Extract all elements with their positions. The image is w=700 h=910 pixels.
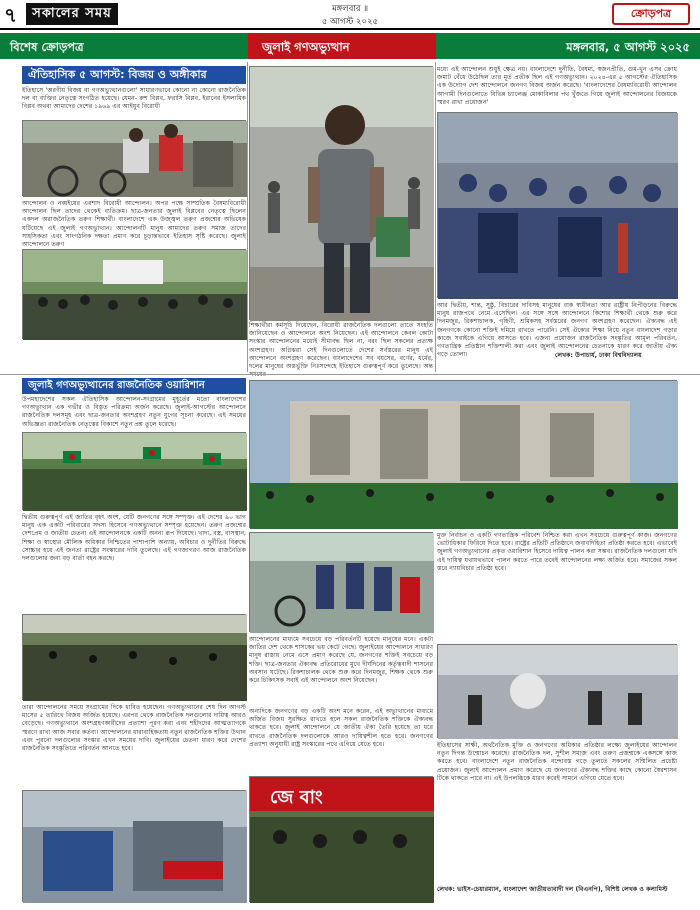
photo-crowd-banner bbox=[22, 249, 246, 339]
photo-police-rickshaw bbox=[249, 532, 433, 632]
band-center bbox=[248, 33, 436, 59]
photo-street-clash bbox=[437, 644, 677, 738]
page-number: ৭ bbox=[4, 3, 18, 27]
photo-police-crowd bbox=[437, 112, 677, 298]
article2-byline: লেখক: ভাইস-চেয়ারম্যান, বাংলাদেশ জাতীয়তাবাদী দল (বিএনপি), বিশিষ্ট লেখক ও কলামিস্ট bbox=[437, 886, 668, 893]
article1-byline: লেখক: উপাচার্য, ঢাকা বিশ্ববিদ্যালয় bbox=[555, 352, 642, 359]
section-divider bbox=[0, 374, 700, 375]
masthead-date: ৫ আগস্ট ২০২৫ bbox=[321, 17, 379, 27]
column-rule-1 bbox=[247, 62, 248, 372]
newspaper-logo: সকালের সময় bbox=[26, 3, 118, 25]
article2-col1-mid: দ্বিতীয় গুরুত্বপূর্ণ এই জাতির বৃহৎ অংশ, যেটি জনগণের সঙ্গে সম্পৃক্ত। এই দেশের ৯০ ভাগ মানুষ এক একটি পরিবারের সদস্য হিসেবে গণঅভ্যুত্থানে সম্পৃক্ত হয়েছেন। তরুণ প্রজন্মের দেশপ্রেম ও জাতীয় চেতনা এই আন্দোলনকে একটি অনন্য রূপ দিয়েছে। খাদ্য, বস্ত্র, বাসস্থান, শিক্ষা ও স্বাস্থ্যের মৌলিক অধিকার নিশ্চিতের পাশাপাশি অন্যায়, অবিচার ও দুর্নীতির বিরুদ্ধে সোচ্চার হয়ে এই জনতা রাষ্ট্রের সংস্কারের দাবি তুলেছে। এই গণজাগরণ আজ রাজনৈতিক দলগুলোর জন্য বড় বার্তা বহন করছে। bbox=[22, 514, 246, 563]
band-left-label: বিশেষ ক্রোড়পত্র bbox=[10, 40, 84, 54]
article2-col3-mid: মুক্ত নির্বাচন ও একটি গণতান্ত্রিক পরিবেশ নিশ্চিত করা এখন সবচেয়ে গুরুত্বপূর্ণ কাজ। জনগণের ভোটাধিকার ফিরিয়ে দিতে হবে। রাষ্ট্রের প্রতিটি প্রতিষ্ঠানে জবাবদিহিতা প্রতিষ্ঠা করতে হবে। এভাবেই জুলাই গণঅভ্যুত্থানের প্রকৃত ওয়ারিশান হিসেবে দায়িত্ব পালন করা সম্ভব। রাজনৈতিক দলগুলো যদি এই দায়িত্ব যথাযথভাবে পালন করতে পারে তবেই আন্দোলনের লক্ষ্য অর্জিত হবে। সমাজের সকল স্তরে ন্যায়বিচার প্রতিষ্ঠা হবে। bbox=[437, 532, 677, 572]
photo-parliament-crowd bbox=[249, 380, 677, 528]
photo-mass-crowd bbox=[22, 614, 246, 700]
article1-mid: শিক্ষার্থীরা কর্মসূচি দিয়েছেন, বিরোধী রাজনৈতিক দলগুলো তাতে সংহতি জানিয়েছেন ও আন্দোলনে অংশ নিয়েছেন। এই আন্দোলনে কেবল কোটা সংস্কার আন্দোলনের মধ্যেই সীমাবদ্ধ ছিল না, বরং ছিল সকলের প্রত্যক্ষ অংশগ্রহণ। অগ্নিঝরা সেই দিনগুলোতে দেশের সর্বস্তরের মানুষ এই আন্দোলনে অংশগ্রহণ করেছেন। বাংলাদেশের সব বয়সের, বর্ণের, ধর্মের, দলের মানুষের অস্তর্ভুক্তি নিঃসন্দেহে ইতিহাসে গুরুত্বপূর্ণ করে তুলেছে। অন্ত bbox=[249, 322, 433, 371]
article1-intro: ইতিহাসে 'অরণীয় বিজয় বা গণঅভ্যুত্থানগুলো' সাধারণভাবে কোনো না কোনো রাজনৈতিক দল বা ব্যক্তির নেতৃত্বে সংগঠিত হয়েছে। যেমন- রুশ বিপ্লব, ফরাসি বিপ্লব, ইরানের ইসলামিক বিপ্লব অথবা আমাদের দেশের ১৯৬৯ এর আইয়ুব বিরোধী bbox=[22, 87, 246, 111]
band-left bbox=[0, 33, 248, 59]
supplement-badge: ক্রোড়পত্র bbox=[612, 3, 690, 25]
article2-col3-low: ইতিহাসের সাক্ষী, অর্থনৈতিক মুক্তি ও জনগণের অধিকার প্রতিষ্ঠার লক্ষ্যে জুলাইয়ের আন্দোলন নতুন দিগন্ত উন্মোচন করেছে। রাজনৈতিক দল, সুশীল সমাজ এবং তরুণ প্রজন্মকে একসঙ্গে কাজ করতে হবে। বাংলাদেশে নতুন রাজনৈতিক বন্দোবস্ত গড়ে তুলতে সকলের সম্মিলিত প্রচেষ্টা প্রয়োজন। জুলাই আন্দোলন প্রমাণ করেছে যে জনগণের ঐক্যবদ্ধ শক্তির কাছে কোনো স্বৈরশাসন টিকে থাকতে পারে না। এই উপলব্ধিকে ধারণ করেই সামনে এগিয়ে যেতে হবে। bbox=[437, 742, 677, 782]
column-rule-2 bbox=[435, 62, 436, 372]
article2-intro: উপমহাদেশের সকল ঐতিহাসিক আন্দোলন-সংগ্রামের মুহূর্তের মতো বাংলাদেশের গণঅভ্যুত্থান এক গভীর ও বিস্তৃত পরিক্রমা অর্জন করেছে। জুলাই-আগস্টের আন্দোলনে রাজনৈতিক দলসমূহ এবং ছাত্র-জনতার অংশগ্রহণ নতুন যুগের সূচনা করেছে। এই সময়ের অভিজ্ঞতা রাজনৈতিক নেতৃত্বের বিকাশে নতুন প্রশ্ন তুলে ধরেছে। bbox=[22, 396, 246, 428]
photo-banner-text: জে বাং bbox=[270, 787, 323, 808]
band-center-label: জুলাই গণঅভ্যুত্থান bbox=[262, 40, 350, 54]
article1-right-top: মধ্যে এই আন্দোলন শুধুই ক্ষেত্র নয়। বাংলাদেশে দুর্নীতি, বৈষম্য, স্বজনপ্রীতি, গুম-খুন এসব ক্রোধ জমাট বেঁধে উঠেছিল তার মূর্ত প্রতীক ছিল এই গণঅভ্যুত্থান। ২০২৪-এর ৫ আগস্টের ঐতিহাসিক এক উদ্যোগ দেশ আন্দোলনে জনগণ বিজয় অর্জন করেছে। 'বাংলাদেশের বৈষম্যবিরোধী আন্দোলন আগামী দিনগুলোতে বিভিন্ন চ্যালেঞ্জ মোকাবিলার পথ খুঁজতে গিয়ে জুলাই আন্দোলনের বিজয়কে স্মরণ রাখা প্রয়োজন' bbox=[437, 66, 677, 106]
article1-body: আন্দোলন ও নব্বইয়ের এরশাদ বিরোধী আন্দোলন। অপর পক্ষে সাম্প্রতিক বৈষম্যবিরোধী আন্দোলন ছিল তাদের থেকেই ব্যতিক্রম। ছাত্র-জনতার জুলাই বিপ্লবের নেতৃত্বে ছিলেন একদল অরাজনৈতিক তরুণ শিক্ষার্থী। বাংলাদেশে এক উজ্জ্বল তরুণ প্রজন্মের অভিষেক ঘটিয়েছে এই জুলাই গণঅভ্যুত্থান। আন্দোলনটি মানুষ আমাদের তরুণ সমাজ তাদের সাহসিকতা এবং সাংগঠনিক দক্ষতা প্রমাণ করে চূড়ান্তভাবে ইতিহাস সৃষ্টি করেছে। জুলাই আন্দোলনে তরুণ bbox=[22, 200, 246, 249]
article2-col1-low: তারা আন্দোলনের সময়ে সংগ্রামের দিকে ধাবিত হয়েছেন। গণঅভ্যুত্থানের শেষ দিন আগস্ট মাসের ৫ তারিখে বিজয় অর্জিত হয়েছে। এরপর থেকে রাজনৈতিক দলগুলোর দায়িত্ব আরও বেড়েছে। গণঅভ্যুত্থানে অংশগ্রহণকারীদের প্রত্যাশা পূরণ করা এবং শহীদদের আত্মত্যাগকে স্মরণে রাখা আজ সবার কর্তব্য। আন্দোলনের ধারাবাহিকতায় নতুন রাজনৈতিক শক্তির উত্থান এবং পুরনো দলগুলোর সংস্কার এখন সময়ের দাবি। জুলাইয়ের চেতনা ধারণ করে দেশের রাজনৈতিক সংস্কৃতিতে পরিবর্তন আনতে হবে। bbox=[22, 704, 246, 753]
article1-right-mid: আর দ্বিতীয়, শান্ত, সুষ্ঠু, বিচারের দাবিসহ মানুষের বাক স্বাধীনতা আর রাষ্ট্রীয় নিপীড়নের বিরুদ্ধে মানুষ রাজপথে নেমে এসেছিল। এর সঙ্গে সঙ্গে আন্দোলনে কিশোর শিক্ষার্থী থেকে শুরু করে দিনমজুর, রিকশাচালক, গৃহিণী, শ্রমিকসহ সর্বস্তরের জনগণ অংশগ্রহণ করেছেন। ঐক্যবদ্ধ এই জনগণকে কোনো শক্তিই দমিয়ে রাখতে পারেনি। সেই ঐক্যের শিক্ষা নিয়ে নতুন বাংলাদেশ গড়ার কাজে সবাইকে এগিয়ে আসতে হবে। এজন্য প্রয়োজন রাজনৈতিক সংস্কৃতির আমূল পরিবর্তন, গণতান্ত্রিক প্রতিষ্ঠান শক্তিশালী করা এবং জুলাই আন্দোলনের চেতনাকে ধারণ করে জাতীয় ঐক্য গড়ে তোলা। bbox=[437, 302, 677, 359]
article2-col2-low: অন্যদিকে জনগণের বড় একটি অংশ মনে করেন, এই অভ্যুত্থানের মাধ্যমে অর্জিত বিজয় সুরক্ষিত রাখতে হলে সকল রাজনৈতিক শক্তিকে ঐক্যবদ্ধ থাকতে হবে। জুলাই আন্দোলনে যে জাতীয় ঐক্য তৈরি হয়েছে তা ধরে রাখতে রাজনৈতিক দলগুলোকে আরও দায়িত্বশীল হতে হবে। জনগণের প্রত্যাশা অনুযায়ী রাষ্ট্র সংস্কারের পথে এগিয়ে যেতে হবে। bbox=[249, 708, 433, 748]
photo-banner-crowd bbox=[249, 776, 433, 902]
masthead bbox=[0, 0, 700, 30]
masthead-day: মঙ্গলবার ॥ bbox=[331, 4, 369, 14]
article2-col2-mid: আন্দোলনের মাধ্যমে সবচেয়ে বড় পরিবর্তনটি হয়েছে মানুষের মনে। একটা জাতির দেশ থেকে শাসকের ভয় কেটে গেছে। জুলাইয়ের আন্দোলনে সাধারণ মানুষ রাস্তায় নেমে এসে প্রমাণ করেছে যে, জনগণের শক্তিই সবচেয়ে বড় শক্তি। ছাত্র-জনতার ঐক্যবদ্ধ প্রতিরোধের মুখে দীর্ঘদিনের কর্তৃত্ববাদী শাসনের অবসান ঘটেছে। রিকশাচালক থেকে শুরু করে দিনমজুর, শিক্ষক থেকে শুরু করে চিকিৎসক সবাই এই আন্দোলনে অংশ নিয়েছেন। bbox=[249, 636, 433, 685]
photo-rickshaw-protest bbox=[22, 120, 246, 196]
article1-headline: ঐতিহাসিক ৫ আগস্ট: বিজয় ও অঙ্গীকার bbox=[22, 66, 246, 84]
band-right bbox=[436, 33, 700, 59]
article2-headline: জুলাই গণঅভ্যুত্থানের রাজনৈতিক ওয়ারিশান bbox=[22, 378, 246, 394]
band-right-label: মঙ্গলবার, ৫ আগস্ট ২০২৫ bbox=[566, 40, 690, 54]
photo-young-protester bbox=[249, 66, 433, 320]
photo-barricade bbox=[22, 790, 246, 902]
photo-rally-flags bbox=[22, 432, 246, 510]
